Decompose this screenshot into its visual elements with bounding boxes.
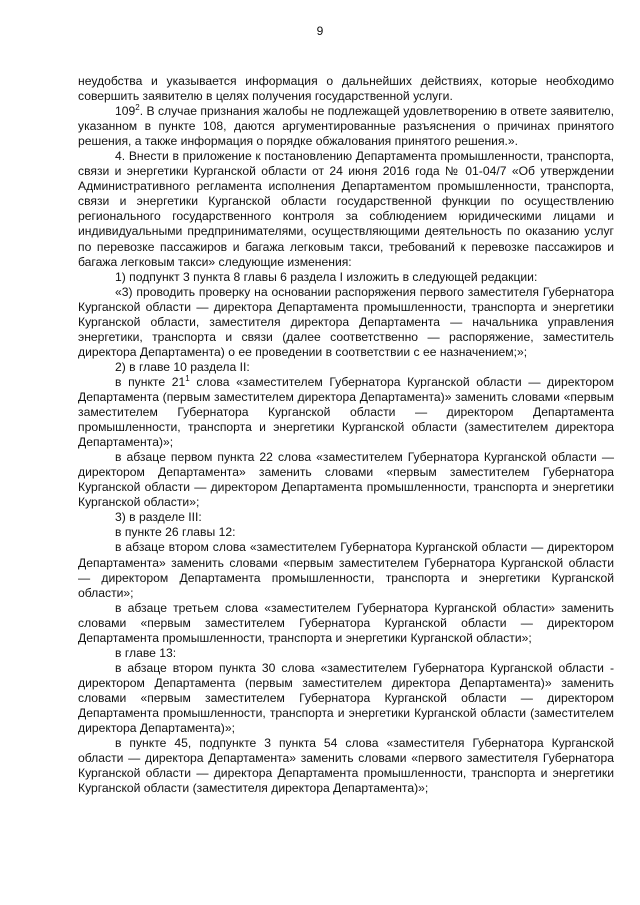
paragraph-text: «3) проводить проверку на основании распоряжения первого заместителя Губернатора Курганской области — директора Департамента промышленности, транспорта и энергетики Курганской области, заместителя директора Департамента — начальника управления энергетики, транспорта и связи (далее соответственно — распоряжение, заместитель директора Департамента) о ее проведении в соответствии с ее назначением;»;	[78, 284, 614, 359]
paragraph-0	[78, 74, 614, 104]
paragraph-13	[78, 661, 614, 736]
paragraph-text: 3) в разделе III:	[115, 510, 202, 525]
paragraph-12	[78, 646, 614, 661]
paragraph-text: в главе 13:	[115, 645, 177, 660]
paragraph-3	[78, 270, 614, 285]
paragraph-text: в абзаце первом пункта 22 слова «заместителем Губернатора Курганской области — директором Департамента» заменить словами «первым заместителем Губернатора Курганской области — директором Департамента промышленности, транспорта и энергетики Курганской области»;	[78, 450, 614, 510]
paragraph-14	[78, 736, 614, 796]
paragraph-text: в пункте 26 главы 12:	[115, 525, 236, 540]
paragraph-lead: 109	[115, 104, 136, 119]
superscript-index: 1	[185, 373, 190, 383]
paragraph-text: слова «заместителем Губернатора Курганской области — директором Департамента (первым заместителем директора Департамента)» заменить словами «первым заместителем Губернатора Курганской области — директором Департамента промышленности, транспорта и энергетики Курганской области (заместителем директора Департамента)»;	[78, 374, 614, 450]
paragraph-text: в абзаце третьем слова «заместителем Губернатора Курганской области» заменить словами «первым заместителем Губернатора Курганской области — директором Департамента промышленности, транспорта и энергетики Курганской области»;	[78, 600, 614, 645]
paragraph-6	[78, 375, 614, 450]
paragraph-5	[78, 360, 614, 375]
paragraph-9	[78, 525, 614, 540]
paragraph-text: в пункте 45, подпункте 3 пункта 54 слова «заместителя Губернатора Курганской области — директора Департамента» заменить словами «первого заместителя Губернатора Курганской области — директора Департамента промышленности, транспорта и энергетики Курганской области (заместителя директора Департамента)»;	[78, 736, 614, 796]
paragraph-lead: в пункте 21	[115, 374, 186, 389]
paragraph-text: в абзаце втором пункта 30 слова «заместителем Губернатора Курганской области - директором Департамента (первым заместителем директора Департамента)» заменить словами «первым заместителем Губернатора Курганской области — директором Департамента промышленности, транспорта и энергетики Курганской области (заместителем директора Департамента)»;	[78, 660, 614, 736]
paragraph-10	[78, 540, 614, 600]
document-body	[78, 74, 614, 796]
paragraph-1	[78, 104, 614, 149]
paragraph-8	[78, 510, 614, 525]
paragraph-text: в абзаце втором слова «заместителем Губернатора Курганской области — директором Департамента» заменить словами «первым заместителем Губернатора Курганской области — директором Департамента промышленности, транспорта и энергетики Курганской области»;	[78, 540, 614, 600]
paragraph-4	[78, 285, 614, 360]
paragraph-text: 4. Внести в приложение к постановлению Департамента промышленности, транспорта, связи и энергетики Курганской области от 24 июня 2016 года № 01-04/7 «Об утверждении Административного регламента исполнения Департаментом промышленности, транспорта, связи и энергетики Курганской области государственной функции по осуществлению регионального государственного контроля за соблюдением юридическими лицами и индивидуальными предпринимателями, осуществляющими деятельность по оказанию услуг по перевозке пассажиров и багажа легковым такси, требований к перевозке пассажиров и багажа легковым такси» следующие изменения:	[78, 149, 614, 269]
paragraph-7	[78, 450, 614, 510]
superscript-index: 2	[135, 103, 140, 113]
paragraph-text: . В случае признания жалобы не подлежащей удовлетворению в ответе заявителю, указанном в пункте 108, даются аргументированные разъяснения о причинах принятого решения, а также информация о порядке обжалования принятого решения.».	[78, 104, 614, 149]
paragraph-text: 2) в главе 10 раздела II:	[115, 359, 250, 374]
paragraph-text: 1) подпункт 3 пункта 8 главы 6 раздела I изложить в следующей редакции:	[115, 269, 538, 284]
paragraph-text: неудобства и указывается информация о дальнейших действиях, которые необходимо совершить заявителю в целях получения государственной услуги.	[78, 74, 614, 104]
page-number: 9	[316, 24, 324, 38]
paragraph-11	[78, 601, 614, 646]
paragraph-2	[78, 149, 614, 269]
